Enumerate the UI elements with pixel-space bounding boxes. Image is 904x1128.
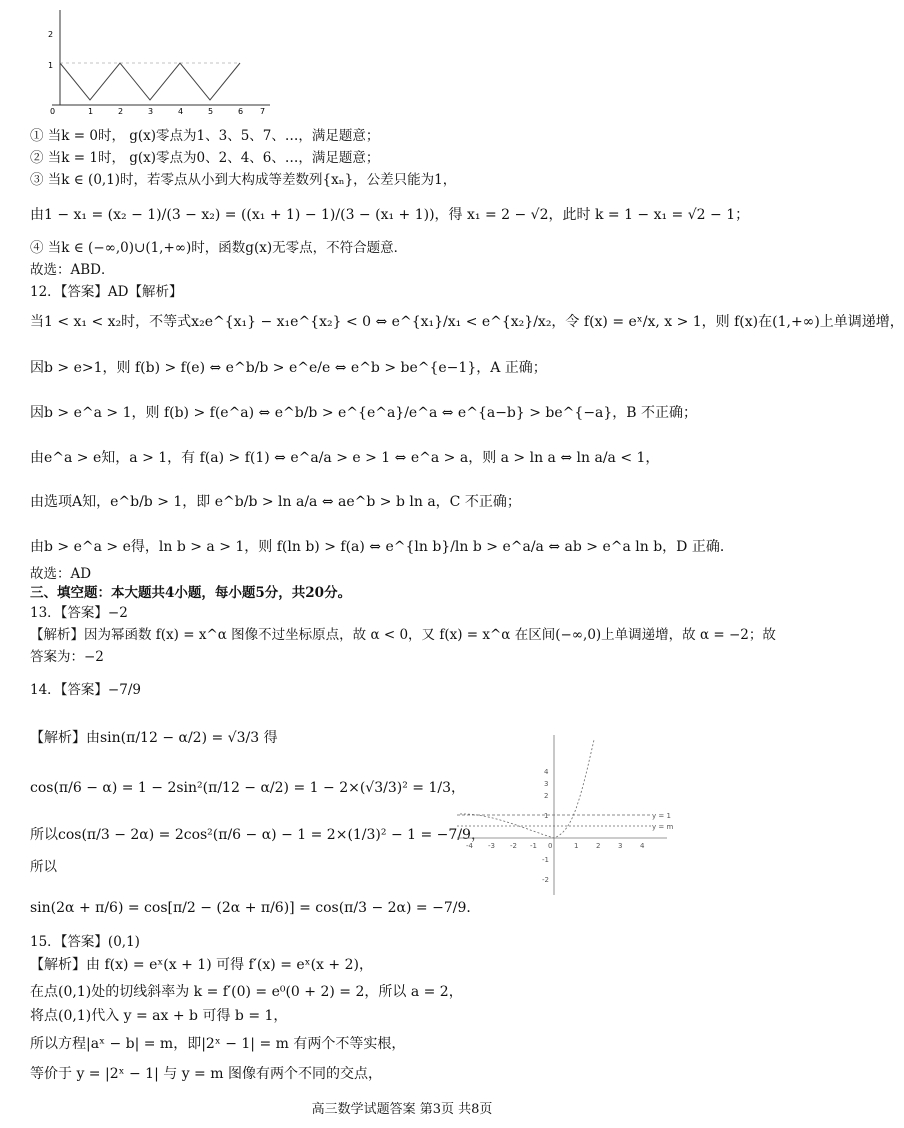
q15-line2: 在点(0,1)处的切线斜率为 k = f′(0) = e⁰(0 + 2) = 2，所以 a = 2， (30, 984, 463, 1000)
q15-line4: 所以方程|aˣ − b| = m，即|2ˣ − 1| = m 有两个不等实根， (30, 1036, 406, 1052)
q13-line1: 【解析】因为幂函数 f(x) = x^α 图像不过坐标原点，故 α < 0，又 f(x) = x^α 在区间(−∞,0)上单调递增，故 α = −2；故 (30, 627, 776, 643)
right-x-tick-1: 1 (574, 842, 579, 850)
q15-header: 15．【答案】(0,1) (30, 934, 140, 950)
q14-line4: 所以 (30, 859, 57, 875)
right-x-tick-2: 2 (596, 842, 601, 850)
x-tick-2: 2 (118, 107, 124, 116)
q12-header: 12．【答案】AD【解析】 (30, 284, 183, 300)
q14-header: 14．【答案】−7/9 (30, 682, 141, 698)
q11-case2: ② 当k = 1时， g(x)零点为0、2、4、6、…，满足题意； (30, 150, 380, 166)
section-3-heading: 三、填空题：本大题共4小题，每小题5分，共20分。 (30, 585, 352, 601)
q11-case4: ④ 当k ∈ (−∞,0)∪(1,+∞)时，函数g(x)无零点，不符合题意． (30, 240, 408, 256)
q11-case1: ① 当k = 0时， g(x)零点为1、3、5、7、…，满足题意； (30, 128, 380, 144)
right-y-tick-n1: -1 (542, 856, 549, 864)
q12-answer: 故选：AD (30, 566, 92, 582)
right-y-tick-1: 1 (544, 812, 549, 820)
q11-case3-derivation: 由1 − x₁ = (x₂ − 1)/(3 − x₂) = ((x₁ + 1) − 1)/(3 − (x₁ + 1))，得 x₁ = 2 − √2，此时 k = 1 − x₁ = √2 − 1； (30, 207, 750, 223)
x-tick-4: 4 (178, 107, 184, 116)
line-label-y1: y = 1 (652, 812, 671, 820)
right-y-tick-n2: -2 (542, 876, 549, 884)
q12-line3: 因b > e^a > 1，则 f(b) > f(e^a) ⇔ e^b/b > e^{e^a}/e^a ⇔ e^{a−b} > be^{−a}，B 不正确； (30, 405, 698, 421)
right-x-tick-n3: -3 (488, 842, 495, 850)
x-tick-5: 5 (208, 107, 214, 116)
zigzag-graph (30, 5, 280, 117)
right-x-tick-4: 4 (640, 842, 645, 850)
q11-answer: 故选：ABD． (30, 262, 115, 278)
x-tick-0: 0 (50, 107, 56, 116)
y-tick-1: 1 (48, 61, 54, 70)
x-tick-3: 3 (148, 107, 154, 116)
q14-line3: 所以cos(π/3 − 2α) = 2cos²(π/6 − α) − 1 = 2×(1/3)² − 1 = −7/9， (30, 827, 485, 843)
right-x-tick-n4: -4 (466, 842, 473, 850)
x-tick-1: 1 (88, 107, 94, 116)
right-y-tick-2: 2 (544, 792, 549, 800)
q14-line1: 【解析】由sin(π/12 − α/2) = √3/3 得 (30, 730, 278, 746)
q15-line3: 将点(0,1)代入 y = ax + b 可得 b = 1， (30, 1008, 288, 1024)
x-tick-6: 6 (238, 107, 244, 116)
x-tick-7: 7 (260, 107, 266, 116)
right-y-tick-4: 4 (544, 768, 549, 776)
right-x-tick-3: 3 (618, 842, 623, 850)
right-x-tick-n2: -2 (510, 842, 517, 850)
line-label-ym: y = m (652, 823, 674, 831)
q12-line6: 由b > e^a > e得，ln b > a > 1，则 f(ln b) > f(a) ⇔ e^{ln b}/ln b > e^a/a ⇔ ab > e^a ln b，D 正确． (30, 539, 734, 555)
q13-header: 13．【答案】−2 (30, 605, 128, 621)
page-footer: 高三数学试题答案 第3页 共8页 (311, 1102, 493, 1117)
abs-exponential-graph (452, 730, 692, 900)
q13-line2: 答案为：−2 (30, 649, 104, 665)
q12-line2: 因b > e>1，则 f(b) > f(e) ⇔ e^b/b > e^e/e ⇔ e^b > be^{e−1}，A 正确； (30, 360, 547, 376)
right-y-tick-3: 3 (544, 780, 549, 788)
q12-line5: 由选项A知，e^b/b > 1，即 e^b/b > ln a/a ⇔ ae^b > b ln a，C 不正确； (30, 494, 521, 510)
q11-case3: ③ 当k ∈ (0,1)时，若零点从小到大构成等差数列{xₙ}，公差只能为1， (30, 172, 457, 188)
q12-line4: 由e^a > e知，a > 1，有 f(a) > f(1) ⇔ e^a/a > e > 1 ⇔ e^a > a，则 a > ln a ⇔ ln a/a < 1， (30, 450, 660, 466)
q15-line1: 【解析】由 f(x) = eˣ(x + 1) 可得 f′(x) = eˣ(x + 2)， (30, 957, 373, 973)
q15-line5: 等价于 y = |2ˣ − 1| 与 y = m 图像有两个不同的交点， (30, 1066, 382, 1082)
q12-line1: 当1 < x₁ < x₂时，不等式x₂e^{x₁} − x₁e^{x₂} < 0 ⇔ e^{x₁}/x₁ < e^{x₂}/x₂，令 f(x) = eˣ/x, x > 1，则 f(x)在(1,+∞)上单调递增， (30, 314, 904, 330)
right-x-tick-n1: -1 (530, 842, 537, 850)
y-tick-2: 2 (48, 30, 54, 39)
q14-line2: cos(π/6 − α) = 1 − 2sin²(π/12 − α/2) = 1 − 2×(√3/3)² = 1/3， (30, 780, 465, 796)
q14-line5: sin(2α + π/6) = cos[π/2 − (2α + π/6)] = cos(π/3 − 2α) = −7/9． (30, 900, 481, 916)
right-x-tick-0: 0 (548, 842, 553, 850)
